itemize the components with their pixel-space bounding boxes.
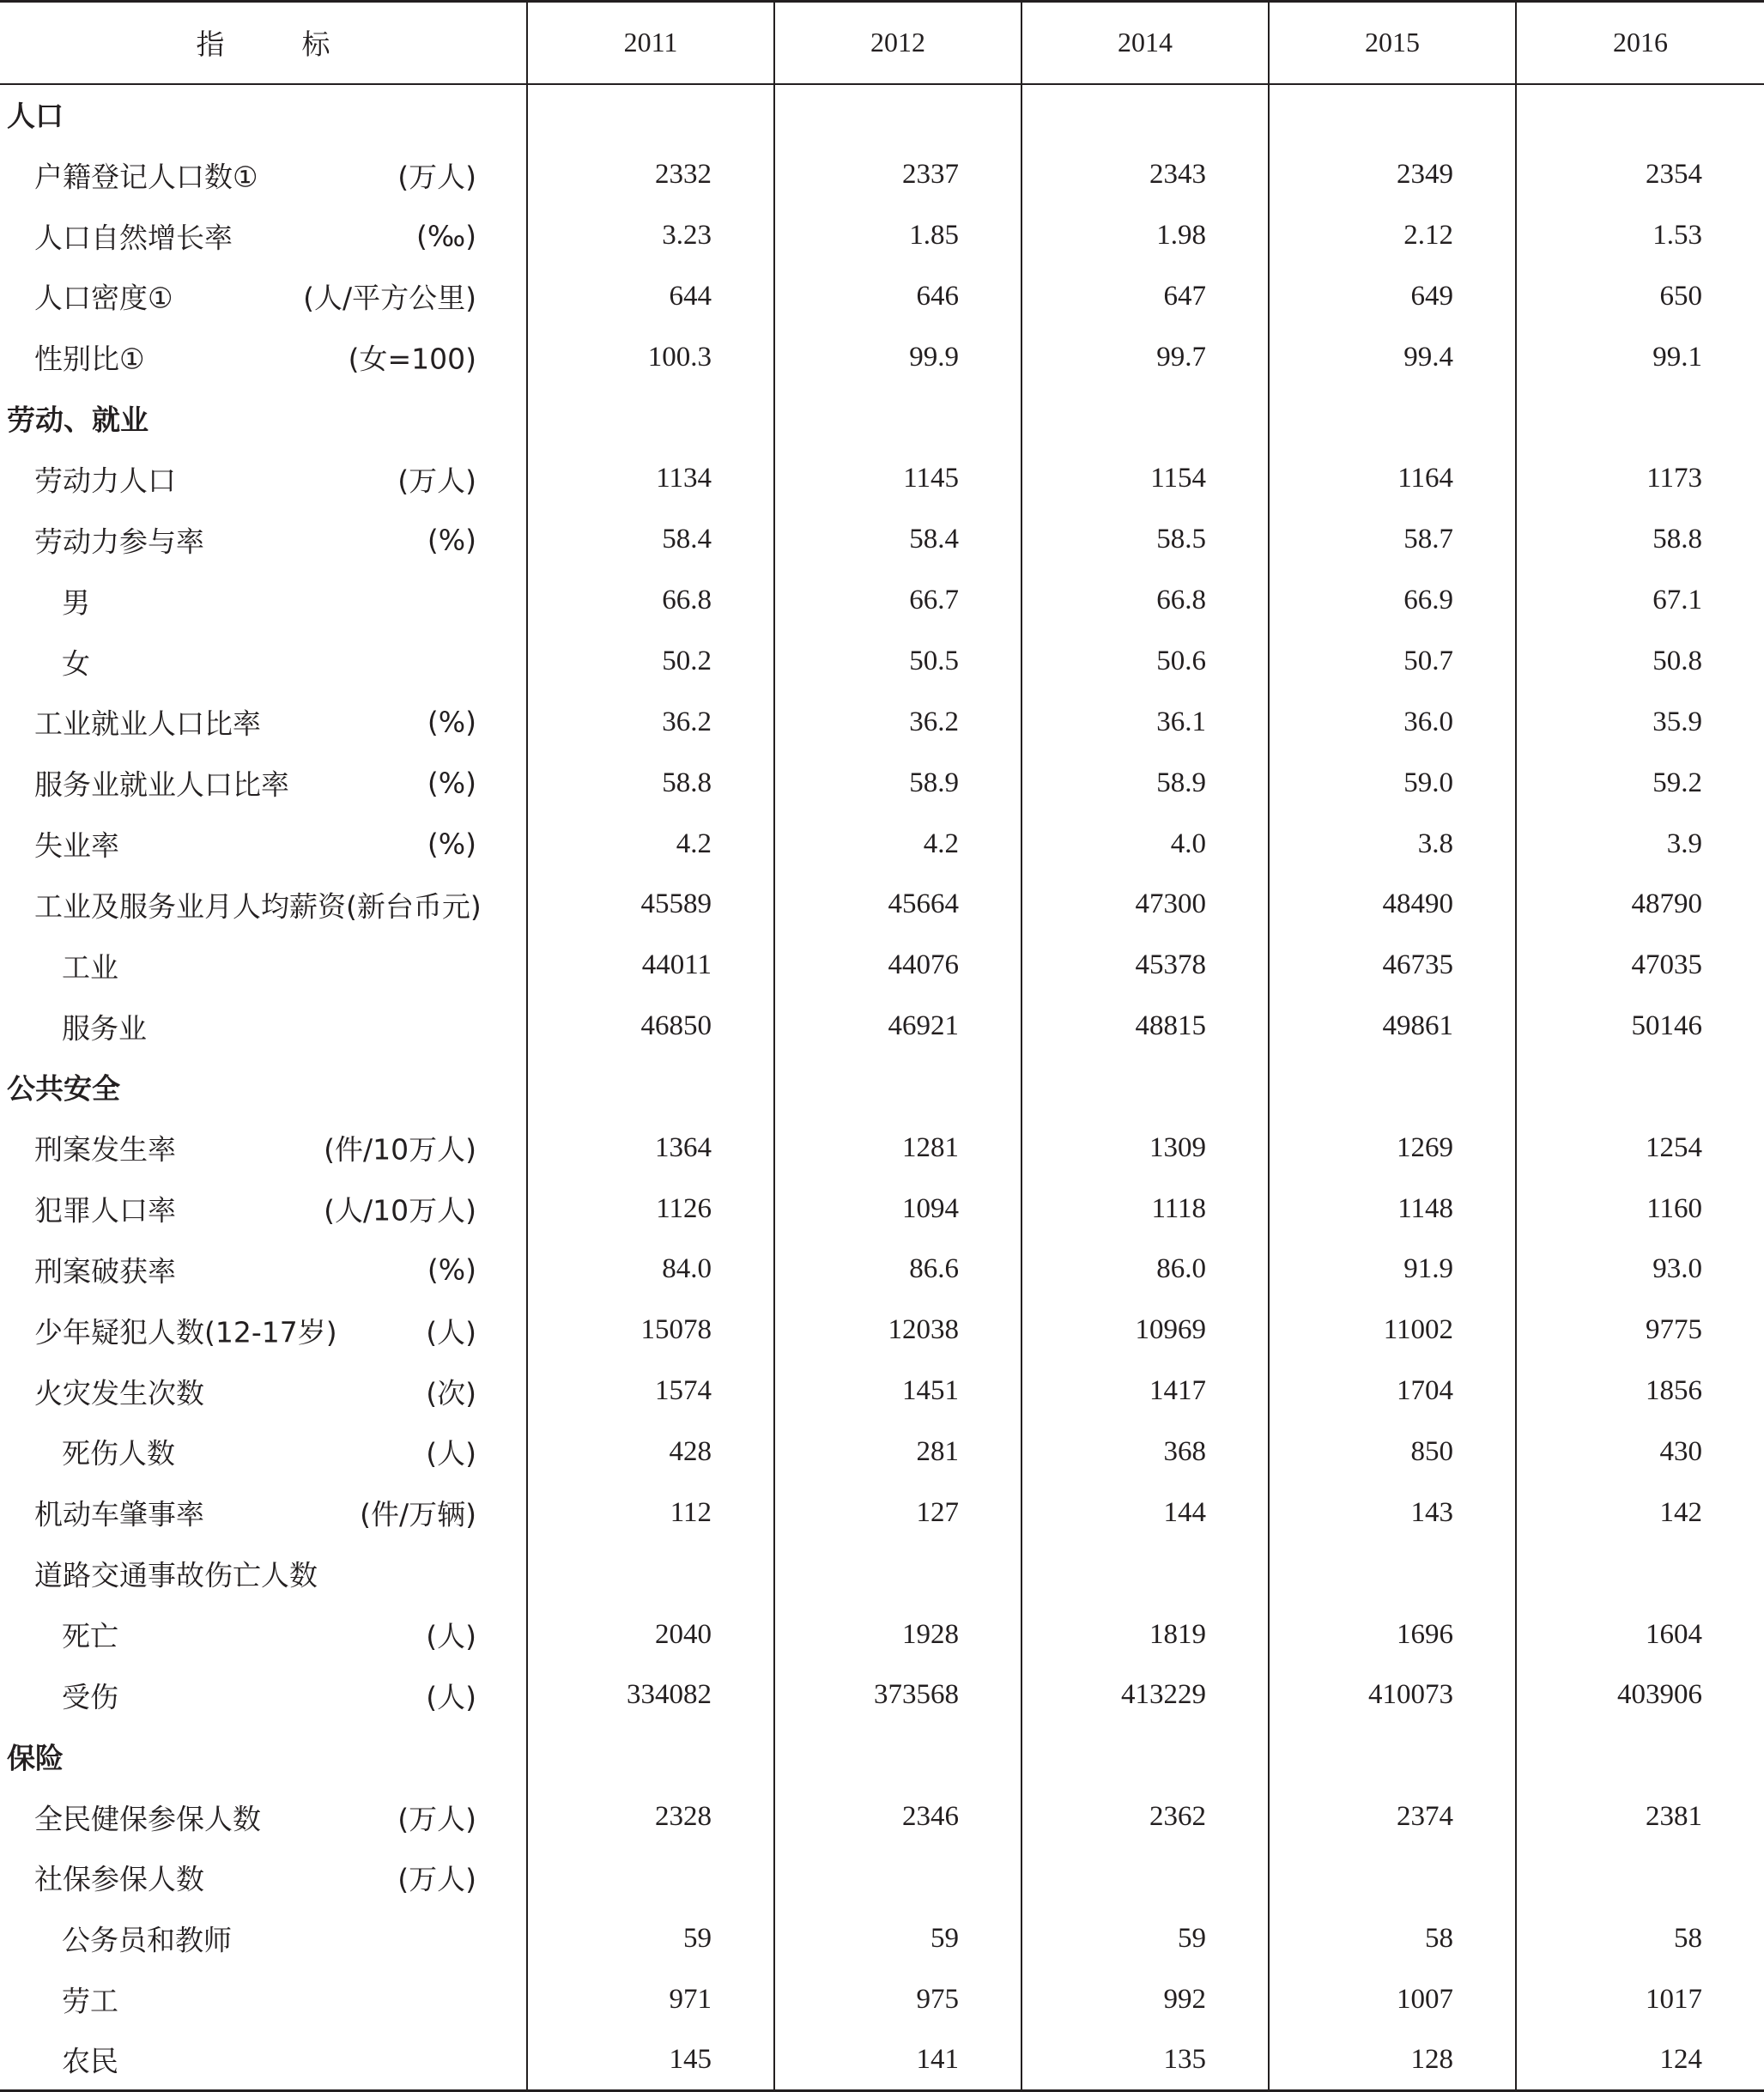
value-cell: 50.6 bbox=[1021, 631, 1269, 692]
value-cell: 49861 bbox=[1269, 996, 1516, 1057]
section-title: 保险 bbox=[7, 1741, 64, 1775]
table-row bbox=[0, 1179, 1764, 1240]
indicator-unit: (人) bbox=[426, 1619, 476, 1653]
value-cell: 4.2 bbox=[774, 814, 1021, 875]
value-cell: 58.8 bbox=[527, 753, 774, 814]
indicator-label: 服务业就业人口比率 bbox=[34, 767, 289, 802]
indicator-label: 刑案发生率 bbox=[34, 1132, 176, 1167]
value-cell: 1928 bbox=[774, 1604, 1021, 1665]
value-cell bbox=[774, 1725, 1021, 1786]
indicator-label: 死亡 bbox=[62, 1619, 118, 1653]
indicator-unit: (万人) bbox=[397, 464, 476, 498]
value-cell: 99.9 bbox=[774, 327, 1021, 388]
indicator-cell bbox=[0, 753, 527, 814]
value-cell: 281 bbox=[774, 1422, 1021, 1483]
value-cell bbox=[1021, 388, 1269, 449]
value-cell: 4.0 bbox=[1021, 814, 1269, 875]
value-cell: 1126 bbox=[527, 1179, 774, 1240]
value-cell: 59.0 bbox=[1269, 753, 1516, 814]
indicator-cell bbox=[0, 84, 527, 145]
table-row bbox=[0, 1118, 1764, 1179]
table-row bbox=[0, 449, 1764, 510]
value-cell: 47035 bbox=[1516, 935, 1764, 996]
indicator-unit: (人) bbox=[426, 1436, 476, 1470]
value-cell bbox=[774, 1543, 1021, 1604]
value-cell: 66.8 bbox=[1021, 570, 1269, 631]
value-cell: 45664 bbox=[774, 874, 1021, 935]
value-cell: 850 bbox=[1269, 1422, 1516, 1483]
value-cell: 971 bbox=[527, 1969, 774, 2030]
value-cell: 3.9 bbox=[1516, 814, 1764, 875]
indicator-label: 社保参保人数 bbox=[34, 1862, 204, 1896]
indicator-unit: (女=100) bbox=[348, 342, 476, 376]
value-cell: 99.7 bbox=[1021, 327, 1269, 388]
table-row bbox=[0, 874, 1764, 935]
indicator-cell bbox=[0, 1422, 527, 1483]
indicator-label: 公务员和教师 bbox=[62, 1923, 232, 1957]
value-cell bbox=[774, 84, 1021, 145]
value-cell: 58.5 bbox=[1021, 509, 1269, 570]
indicator-cell bbox=[0, 1908, 527, 1969]
indicator-label: 性别比① bbox=[34, 342, 145, 376]
value-cell: 1704 bbox=[1269, 1361, 1516, 1422]
value-cell: 2343 bbox=[1021, 144, 1269, 205]
section-row bbox=[0, 388, 1764, 449]
value-cell bbox=[527, 1847, 774, 1908]
value-cell: 124 bbox=[1516, 2030, 1764, 2091]
year-header: 2016 bbox=[1516, 2, 1764, 84]
indicator-label: 犯罪人口率 bbox=[34, 1193, 176, 1228]
value-cell: 128 bbox=[1269, 2030, 1516, 2091]
indicator-label: 工业就业人口比率 bbox=[34, 706, 261, 741]
value-cell: 144 bbox=[1021, 1483, 1269, 1543]
indicator-label: 女 bbox=[62, 646, 90, 681]
value-cell: 44076 bbox=[774, 935, 1021, 996]
indicator-cell bbox=[0, 1665, 527, 1725]
indicator-unit: (%) bbox=[427, 523, 476, 557]
indicator-cell bbox=[0, 449, 527, 510]
indicator-unit: (万人) bbox=[397, 1802, 476, 1836]
value-cell: 36.2 bbox=[527, 692, 774, 753]
indicator-cell bbox=[0, 1969, 527, 2030]
value-cell: 46735 bbox=[1269, 935, 1516, 996]
table-row bbox=[0, 996, 1764, 1057]
value-cell bbox=[527, 388, 774, 449]
value-cell bbox=[1516, 84, 1764, 145]
table-row bbox=[0, 509, 1764, 570]
value-cell: 58 bbox=[1516, 1908, 1764, 1969]
value-cell: 403906 bbox=[1516, 1665, 1764, 1725]
value-cell: 647 bbox=[1021, 266, 1269, 327]
value-cell: 1574 bbox=[527, 1361, 774, 1422]
value-cell: 141 bbox=[774, 2030, 1021, 2091]
value-cell: 58.8 bbox=[1516, 509, 1764, 570]
table-row bbox=[0, 1969, 1764, 2030]
value-cell: 35.9 bbox=[1516, 692, 1764, 753]
indicator-cell bbox=[0, 631, 527, 692]
indicator-cell bbox=[0, 1725, 527, 1786]
indicator-cell bbox=[0, 692, 527, 753]
value-cell: 1148 bbox=[1269, 1179, 1516, 1240]
value-cell: 58.4 bbox=[527, 509, 774, 570]
value-cell: 3.8 bbox=[1269, 814, 1516, 875]
value-cell: 58.9 bbox=[774, 753, 1021, 814]
value-cell: 59 bbox=[774, 1908, 1021, 1969]
section-row bbox=[0, 1725, 1764, 1786]
value-cell: 1819 bbox=[1021, 1604, 1269, 1665]
value-cell: 1696 bbox=[1269, 1604, 1516, 1665]
indicator-label: 机动车肇事率 bbox=[34, 1497, 204, 1531]
table-row bbox=[0, 1847, 1764, 1908]
table-row bbox=[0, 205, 1764, 266]
value-cell bbox=[1516, 1847, 1764, 1908]
value-cell: 36.0 bbox=[1269, 692, 1516, 753]
indicator-label: 受伤 bbox=[62, 1680, 118, 1714]
indicator-cell bbox=[0, 1604, 527, 1665]
table-row bbox=[0, 2030, 1764, 2091]
indicator-label: 火灾发生次数 bbox=[34, 1376, 204, 1410]
value-cell: 1118 bbox=[1021, 1179, 1269, 1240]
indicator-label: 人口密度① bbox=[34, 281, 173, 315]
indicator-cell bbox=[0, 814, 527, 875]
value-cell: 36.1 bbox=[1021, 692, 1269, 753]
table-row bbox=[0, 1543, 1764, 1604]
table-row bbox=[0, 1240, 1764, 1301]
indicator-header-part: 标 bbox=[301, 27, 330, 62]
value-cell: 1164 bbox=[1269, 449, 1516, 510]
value-cell: 66.7 bbox=[774, 570, 1021, 631]
value-cell bbox=[527, 84, 774, 145]
value-cell: 59 bbox=[1021, 1908, 1269, 1969]
section-title: 公共安全 bbox=[7, 1071, 120, 1106]
table-row bbox=[0, 266, 1764, 327]
value-cell: 59 bbox=[527, 1908, 774, 1969]
value-cell bbox=[1516, 1057, 1764, 1118]
table-row bbox=[0, 935, 1764, 996]
value-cell: 410073 bbox=[1269, 1665, 1516, 1725]
value-cell: 650 bbox=[1516, 266, 1764, 327]
value-cell: 2328 bbox=[527, 1786, 774, 1847]
indicator-cell bbox=[0, 1361, 527, 1422]
indicator-label: 劳动力参与率 bbox=[34, 525, 204, 559]
value-cell: 1154 bbox=[1021, 449, 1269, 510]
indicator-cell bbox=[0, 935, 527, 996]
value-cell: 2346 bbox=[774, 1786, 1021, 1847]
indicator-cell bbox=[0, 1786, 527, 1847]
value-cell: 992 bbox=[1021, 1969, 1269, 2030]
indicator-unit: (%) bbox=[427, 766, 476, 800]
value-cell: 67.1 bbox=[1516, 570, 1764, 631]
table-row bbox=[0, 1483, 1764, 1543]
value-cell: 1451 bbox=[774, 1361, 1021, 1422]
value-cell: 66.9 bbox=[1269, 570, 1516, 631]
table-body bbox=[0, 84, 1764, 2091]
table-row bbox=[0, 814, 1764, 875]
value-cell: 99.4 bbox=[1269, 327, 1516, 388]
value-cell: 112 bbox=[527, 1483, 774, 1543]
indicator-unit: (人) bbox=[426, 1680, 476, 1714]
indicator-cell bbox=[0, 1118, 527, 1179]
value-cell bbox=[1021, 1543, 1269, 1604]
indicator-cell bbox=[0, 205, 527, 266]
indicator-header bbox=[0, 2, 527, 84]
value-cell: 127 bbox=[774, 1483, 1021, 1543]
indicator-unit: (%) bbox=[427, 705, 476, 739]
value-cell: 66.8 bbox=[527, 570, 774, 631]
year-header: 2011 bbox=[527, 2, 774, 84]
indicator-cell bbox=[0, 266, 527, 327]
value-cell: 334082 bbox=[527, 1665, 774, 1725]
indicator-cell bbox=[0, 327, 527, 388]
value-cell bbox=[1269, 388, 1516, 449]
value-cell: 1254 bbox=[1516, 1118, 1764, 1179]
value-cell: 1269 bbox=[1269, 1118, 1516, 1179]
value-cell: 15078 bbox=[527, 1300, 774, 1361]
value-cell: 1.85 bbox=[774, 205, 1021, 266]
value-cell: 58.4 bbox=[774, 509, 1021, 570]
indicator-label: 死伤人数 bbox=[62, 1436, 175, 1470]
value-cell bbox=[774, 1847, 1021, 1908]
value-cell: 1281 bbox=[774, 1118, 1021, 1179]
indicator-unit: (人) bbox=[426, 1315, 476, 1349]
indicator-cell bbox=[0, 2030, 527, 2091]
value-cell: 47300 bbox=[1021, 874, 1269, 935]
value-cell: 413229 bbox=[1021, 1665, 1269, 1725]
table-row bbox=[0, 144, 1764, 205]
value-cell bbox=[1021, 1847, 1269, 1908]
value-cell: 10969 bbox=[1021, 1300, 1269, 1361]
table-row bbox=[0, 631, 1764, 692]
table-row bbox=[0, 692, 1764, 753]
indicator-label: 失业率 bbox=[34, 828, 119, 863]
value-cell: 1160 bbox=[1516, 1179, 1764, 1240]
value-cell: 145 bbox=[527, 2030, 774, 2091]
value-cell: 45378 bbox=[1021, 935, 1269, 996]
value-cell: 2332 bbox=[527, 144, 774, 205]
value-cell: 428 bbox=[527, 1422, 774, 1483]
value-cell: 91.9 bbox=[1269, 1240, 1516, 1301]
indicator-cell bbox=[0, 996, 527, 1057]
value-cell bbox=[774, 388, 1021, 449]
value-cell: 1.98 bbox=[1021, 205, 1269, 266]
indicator-unit: (‰) bbox=[415, 219, 476, 253]
table-row bbox=[0, 1665, 1764, 1725]
value-cell: 1145 bbox=[774, 449, 1021, 510]
value-cell: 646 bbox=[774, 266, 1021, 327]
indicator-unit: (次) bbox=[426, 1376, 476, 1410]
value-cell bbox=[1516, 1543, 1764, 1604]
table-row bbox=[0, 570, 1764, 631]
table-row bbox=[0, 1786, 1764, 1847]
value-cell: 46850 bbox=[527, 996, 774, 1057]
value-cell: 1.53 bbox=[1516, 205, 1764, 266]
value-cell: 1007 bbox=[1269, 1969, 1516, 2030]
value-cell: 48790 bbox=[1516, 874, 1764, 935]
indicator-cell bbox=[0, 1847, 527, 1908]
value-cell: 86.0 bbox=[1021, 1240, 1269, 1301]
indicator-unit: (%) bbox=[427, 1252, 476, 1287]
header-row bbox=[0, 2, 1764, 84]
value-cell: 1309 bbox=[1021, 1118, 1269, 1179]
value-cell: 84.0 bbox=[527, 1240, 774, 1301]
value-cell: 1134 bbox=[527, 449, 774, 510]
value-cell: 649 bbox=[1269, 266, 1516, 327]
indicator-label: 劳动力人口 bbox=[34, 464, 176, 498]
value-cell: 2.12 bbox=[1269, 205, 1516, 266]
table-row bbox=[0, 1908, 1764, 1969]
value-cell: 50.5 bbox=[774, 631, 1021, 692]
year-header: 2015 bbox=[1269, 2, 1516, 84]
value-cell bbox=[1516, 388, 1764, 449]
value-cell: 2362 bbox=[1021, 1786, 1269, 1847]
indicator-unit: (万人) bbox=[397, 1862, 476, 1896]
table-row bbox=[0, 753, 1764, 814]
value-cell: 1364 bbox=[527, 1118, 774, 1179]
indicator-cell bbox=[0, 1057, 527, 1118]
value-cell: 1173 bbox=[1516, 449, 1764, 510]
indicator-unit: (件/10万人) bbox=[324, 1132, 476, 1167]
indicator-cell bbox=[0, 1179, 527, 1240]
indicator-cell bbox=[0, 509, 527, 570]
value-cell: 2040 bbox=[527, 1604, 774, 1665]
indicator-unit: (万人) bbox=[397, 160, 476, 194]
value-cell: 45589 bbox=[527, 874, 774, 935]
indicator-cell bbox=[0, 570, 527, 631]
indicator-label: 少年疑犯人数(12-17岁) bbox=[34, 1315, 337, 1349]
value-cell: 12038 bbox=[774, 1300, 1021, 1361]
value-cell bbox=[527, 1543, 774, 1604]
value-cell bbox=[1021, 1057, 1269, 1118]
indicator-label: 农民 bbox=[62, 2044, 118, 2078]
indicator-label: 道路交通事故伤亡人数 bbox=[34, 1558, 318, 1592]
value-cell: 368 bbox=[1021, 1422, 1269, 1483]
indicator-label: 男 bbox=[62, 585, 90, 620]
value-cell: 143 bbox=[1269, 1483, 1516, 1543]
value-cell: 373568 bbox=[774, 1665, 1021, 1725]
value-cell bbox=[1021, 1725, 1269, 1786]
value-cell: 58.9 bbox=[1021, 753, 1269, 814]
indicator-cell bbox=[0, 388, 527, 449]
indicator-label: 劳工 bbox=[62, 1984, 118, 2018]
value-cell: 100.3 bbox=[527, 327, 774, 388]
section-title: 劳动、就业 bbox=[7, 403, 149, 437]
value-cell: 50146 bbox=[1516, 996, 1764, 1057]
table-row bbox=[0, 1361, 1764, 1422]
value-cell: 48815 bbox=[1021, 996, 1269, 1057]
value-cell bbox=[1021, 84, 1269, 145]
value-cell: 135 bbox=[1021, 2030, 1269, 2091]
value-cell: 2374 bbox=[1269, 1786, 1516, 1847]
value-cell: 2381 bbox=[1516, 1786, 1764, 1847]
value-cell: 50.7 bbox=[1269, 631, 1516, 692]
value-cell: 2354 bbox=[1516, 144, 1764, 205]
indicator-cell bbox=[0, 1240, 527, 1301]
value-cell: 11002 bbox=[1269, 1300, 1516, 1361]
indicator-label: 人口自然增长率 bbox=[34, 221, 233, 255]
indicator-cell bbox=[0, 144, 527, 205]
indicator-cell bbox=[0, 874, 527, 935]
indicator-label: 工业 bbox=[62, 950, 118, 985]
value-cell bbox=[1269, 1847, 1516, 1908]
table-row bbox=[0, 1300, 1764, 1361]
indicator-unit: (件/万辆) bbox=[360, 1497, 476, 1531]
value-cell: 430 bbox=[1516, 1422, 1764, 1483]
year-header: 2014 bbox=[1021, 2, 1269, 84]
value-cell: 44011 bbox=[527, 935, 774, 996]
indicator-unit: (人/10万人) bbox=[324, 1193, 476, 1228]
table-row bbox=[0, 327, 1764, 388]
value-cell: 36.2 bbox=[774, 692, 1021, 753]
value-cell bbox=[774, 1057, 1021, 1118]
table-row bbox=[0, 1604, 1764, 1665]
value-cell: 2349 bbox=[1269, 144, 1516, 205]
value-cell bbox=[1269, 1057, 1516, 1118]
value-cell: 2337 bbox=[774, 144, 1021, 205]
value-cell: 4.2 bbox=[527, 814, 774, 875]
table-row bbox=[0, 1422, 1764, 1483]
indicator-label: 全民健保参保人数 bbox=[34, 1802, 261, 1836]
value-cell: 644 bbox=[527, 266, 774, 327]
value-cell: 58 bbox=[1269, 1908, 1516, 1969]
section-row bbox=[0, 1057, 1764, 1118]
indicator-label: 工业及服务业月人均薪资(新台币元) bbox=[34, 889, 482, 924]
value-cell: 46921 bbox=[774, 996, 1021, 1057]
value-cell: 975 bbox=[774, 1969, 1021, 2030]
value-cell bbox=[527, 1725, 774, 1786]
value-cell: 99.1 bbox=[1516, 327, 1764, 388]
indicator-header-part: 指 bbox=[196, 27, 225, 62]
value-cell: 93.0 bbox=[1516, 1240, 1764, 1301]
section-row bbox=[0, 84, 1764, 145]
indicator-unit: (%) bbox=[427, 827, 476, 861]
value-cell: 1017 bbox=[1516, 1969, 1764, 2030]
indicator-label: 户籍登记人口数① bbox=[34, 160, 258, 194]
value-cell: 48490 bbox=[1269, 874, 1516, 935]
indicator-cell bbox=[0, 1300, 527, 1361]
value-cell: 86.6 bbox=[774, 1240, 1021, 1301]
indicator-cell bbox=[0, 1483, 527, 1543]
year-header: 2012 bbox=[774, 2, 1021, 84]
value-cell: 1094 bbox=[774, 1179, 1021, 1240]
value-cell: 9775 bbox=[1516, 1300, 1764, 1361]
value-cell: 50.2 bbox=[527, 631, 774, 692]
value-cell bbox=[1269, 1543, 1516, 1604]
value-cell bbox=[1516, 1725, 1764, 1786]
value-cell: 142 bbox=[1516, 1483, 1764, 1543]
value-cell bbox=[1269, 1725, 1516, 1786]
value-cell bbox=[527, 1057, 774, 1118]
indicator-cell bbox=[0, 1543, 527, 1604]
value-cell: 59.2 bbox=[1516, 753, 1764, 814]
value-cell: 50.8 bbox=[1516, 631, 1764, 692]
value-cell: 58.7 bbox=[1269, 509, 1516, 570]
value-cell bbox=[1269, 84, 1516, 145]
value-cell: 1856 bbox=[1516, 1361, 1764, 1422]
section-title: 人口 bbox=[7, 99, 64, 133]
value-cell: 3.23 bbox=[527, 205, 774, 266]
value-cell: 1417 bbox=[1021, 1361, 1269, 1422]
indicator-label: 刑案破获率 bbox=[34, 1254, 176, 1289]
indicator-label: 服务业 bbox=[62, 1011, 147, 1046]
indicator-unit: (人/平方公里) bbox=[303, 281, 476, 315]
value-cell: 1604 bbox=[1516, 1604, 1764, 1665]
